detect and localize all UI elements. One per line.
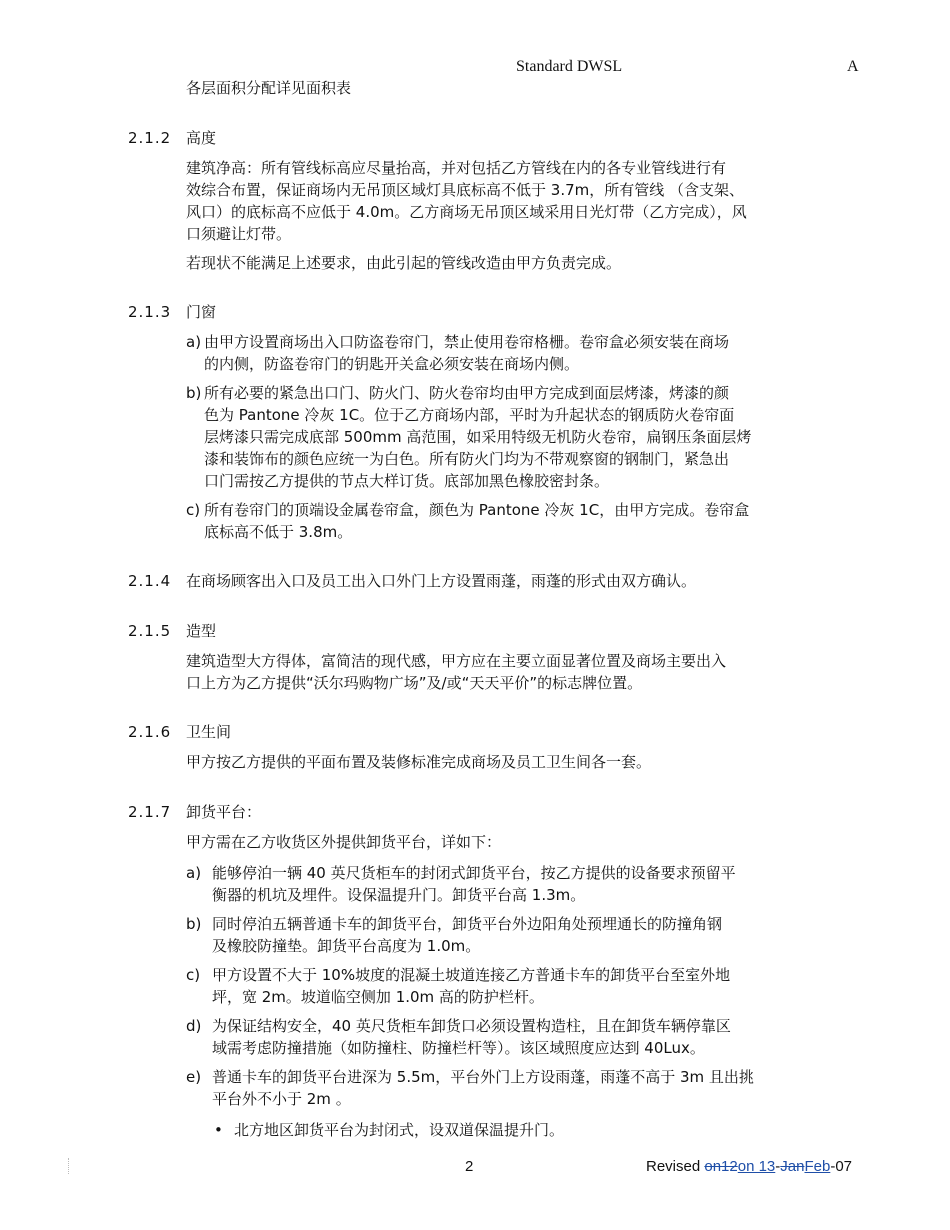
- paragraph-text: 若现状不能满足上述要求，由此引起的管线改造由甲方负责完成。: [186, 254, 622, 272]
- section-number-2-1-2: 2.1.2: [128, 129, 172, 147]
- footer-margin-mark: [68, 1158, 70, 1174]
- page-number: 2: [465, 1158, 474, 1175]
- list-item-line: 普通卡车的卸货平台进深为 5.5m，平台外门上方设雨蓬，雨蓬不高于 3m 且出挑: [212, 1068, 754, 1086]
- list-item-line: 平台外不小于 2m 。: [212, 1090, 351, 1108]
- paragraph-text: 甲方需在乙方收货区外提供卸货平台，详如下：: [186, 833, 502, 851]
- deleted-text: on12: [704, 1158, 738, 1175]
- list-item-line: 层烤漆只需完成底部 500mm 高范围，如采用特级无机防火卷帘，扁钢压条面层烤: [204, 428, 752, 446]
- paragraph-line: 口须避让灯带。: [186, 225, 292, 243]
- paragraph-line: 建筑造型大方得体，富简洁的现代感，甲方应在主要立面显著位置及商场主要出入: [186, 652, 727, 670]
- list-item-line: 坪，宽 2m。坡道临空侧加 1.0m 高的防护栏杆。: [212, 988, 544, 1006]
- list-item-line: 及橡胶防撞垫。卸货平台高度为 1.0m。: [212, 937, 481, 955]
- paragraph-line: 口上方为乙方提供“沃尔玛购物广场”及/或“天天平价”的标志牌位置。: [186, 674, 643, 692]
- list-item-line: 能够停泊一辆 40 英尺货柜车的封闭式卸货平台，按乙方提供的设备要求预留平: [212, 864, 736, 882]
- paragraph-text: 甲方按乙方提供的平面布置及装修标准完成商场及员工卫生间各一套。: [186, 753, 652, 771]
- section-number-2-1-4: 2.1.4: [128, 572, 172, 590]
- list-marker: e): [186, 1068, 202, 1086]
- deleted-month: Jan: [780, 1158, 805, 1175]
- intro-text: 各层面积分配详见面积表: [186, 79, 352, 97]
- section-number-2-1-3: 2.1.3: [128, 303, 172, 321]
- list-marker: d): [186, 1017, 202, 1035]
- paragraph-line: 风口）的底标高不应低于 4.0m。乙方商场无吊顶区域采用日光灯带（乙方完成），风: [186, 203, 747, 221]
- list-marker: b): [186, 384, 202, 402]
- paragraph-text: 在商场顾客出入口及员工出入口外门上方设置雨蓬，雨蓬的形式由双方确认。: [186, 572, 697, 590]
- year-suffix: -07: [830, 1158, 853, 1175]
- list-marker: a): [186, 333, 202, 351]
- list-marker: a): [186, 864, 202, 882]
- section-number-2-1-5: 2.1.5: [128, 622, 172, 640]
- list-item-line: 衡器的机坑及埋件。设保温提升门。卸货平台高 1.3m。: [212, 886, 586, 904]
- inserted-month: Feb: [804, 1158, 831, 1175]
- list-item-line: 由甲方设置商场出入口防盗卷帘门，禁止使用卷帘格栅。卷帘盒必须安装在商场: [204, 333, 730, 351]
- section-number-2-1-6: 2.1.6: [128, 723, 172, 741]
- section-title-shape: 造型: [186, 622, 217, 640]
- revised-label: Revised: [646, 1158, 705, 1175]
- list-item-line: 所有必要的紧急出口门、防火门、防火卷帘均由甲方完成到面层烤漆，烤漆的颜: [204, 384, 730, 402]
- inserted-text: on 13: [737, 1158, 776, 1175]
- section-title-doors-windows: 门窗: [186, 303, 217, 321]
- paragraph-line: 建筑净高：所有管线标高应尽量抬高，并对包括乙方管线在内的各专业管线进行有: [186, 159, 727, 177]
- bullet-item: 北方地区卸货平台为封闭式，设双道保温提升门。: [234, 1121, 565, 1139]
- date-separator: -: [775, 1158, 781, 1175]
- header-title: Standard DWSL: [516, 58, 623, 75]
- list-item-line: 底标高不低于 3.8m。: [204, 523, 353, 541]
- section-title-height: 高度: [186, 129, 217, 147]
- list-item-line: 域需考虑防撞措施（如防撞柱、防撞栏杆等）。该区域照度应达到 40Lux。: [212, 1039, 705, 1057]
- list-item-line: 的内侧，防盗卷帘门的钥匙开关盒必须安装在商场内侧。: [204, 355, 580, 373]
- list-item-line: 甲方设置不大于 10%坡度的混凝土坡道连接乙方普通卡车的卸货平台至室外地: [212, 966, 731, 984]
- list-item-line: 色为 Pantone 冷灰 1C。位于乙方商场内部，平时为升起状态的钢质防火卷帘面: [204, 406, 735, 424]
- section-number-2-1-7: 2.1.7: [128, 803, 172, 821]
- section-title-loading-dock: 卸货平台：: [186, 803, 262, 821]
- list-item-line: 同时停泊五辆普通卡车的卸货平台，卸货平台外边阳角处预埋通长的防撞角钢: [212, 915, 723, 933]
- list-marker: c): [186, 501, 201, 519]
- list-item-line: 所有卷帘门的顶端设金属卷帘盒，颜色为 Pantone 冷灰 1C，由甲方完成。卷帘盒: [204, 501, 750, 519]
- list-item-line: 漆和装饰布的颜色应统一为白色。所有防火门均为不带观察窗的钢制门，紧急出: [204, 450, 730, 468]
- section-title-restroom: 卫生间: [186, 723, 232, 741]
- paragraph-line: 效综合布置，保证商场内无吊顶区域灯具底标高不低于 3.7m，所有管线 （含支架、: [186, 181, 745, 199]
- bullet-icon: •: [214, 1121, 223, 1139]
- revision-date: [646, 1158, 852, 1175]
- list-marker: b): [186, 915, 202, 933]
- list-item-line: 口门需按乙方提供的节点大样订货。底部加黑色橡胶密封条。: [204, 472, 610, 490]
- list-marker: c): [186, 966, 201, 984]
- header-revision: A: [847, 58, 859, 75]
- list-item-line: 为保证结构安全，40 英尺货柜车卸货口必须设置构造柱，且在卸货车辆停靠区: [212, 1017, 731, 1035]
